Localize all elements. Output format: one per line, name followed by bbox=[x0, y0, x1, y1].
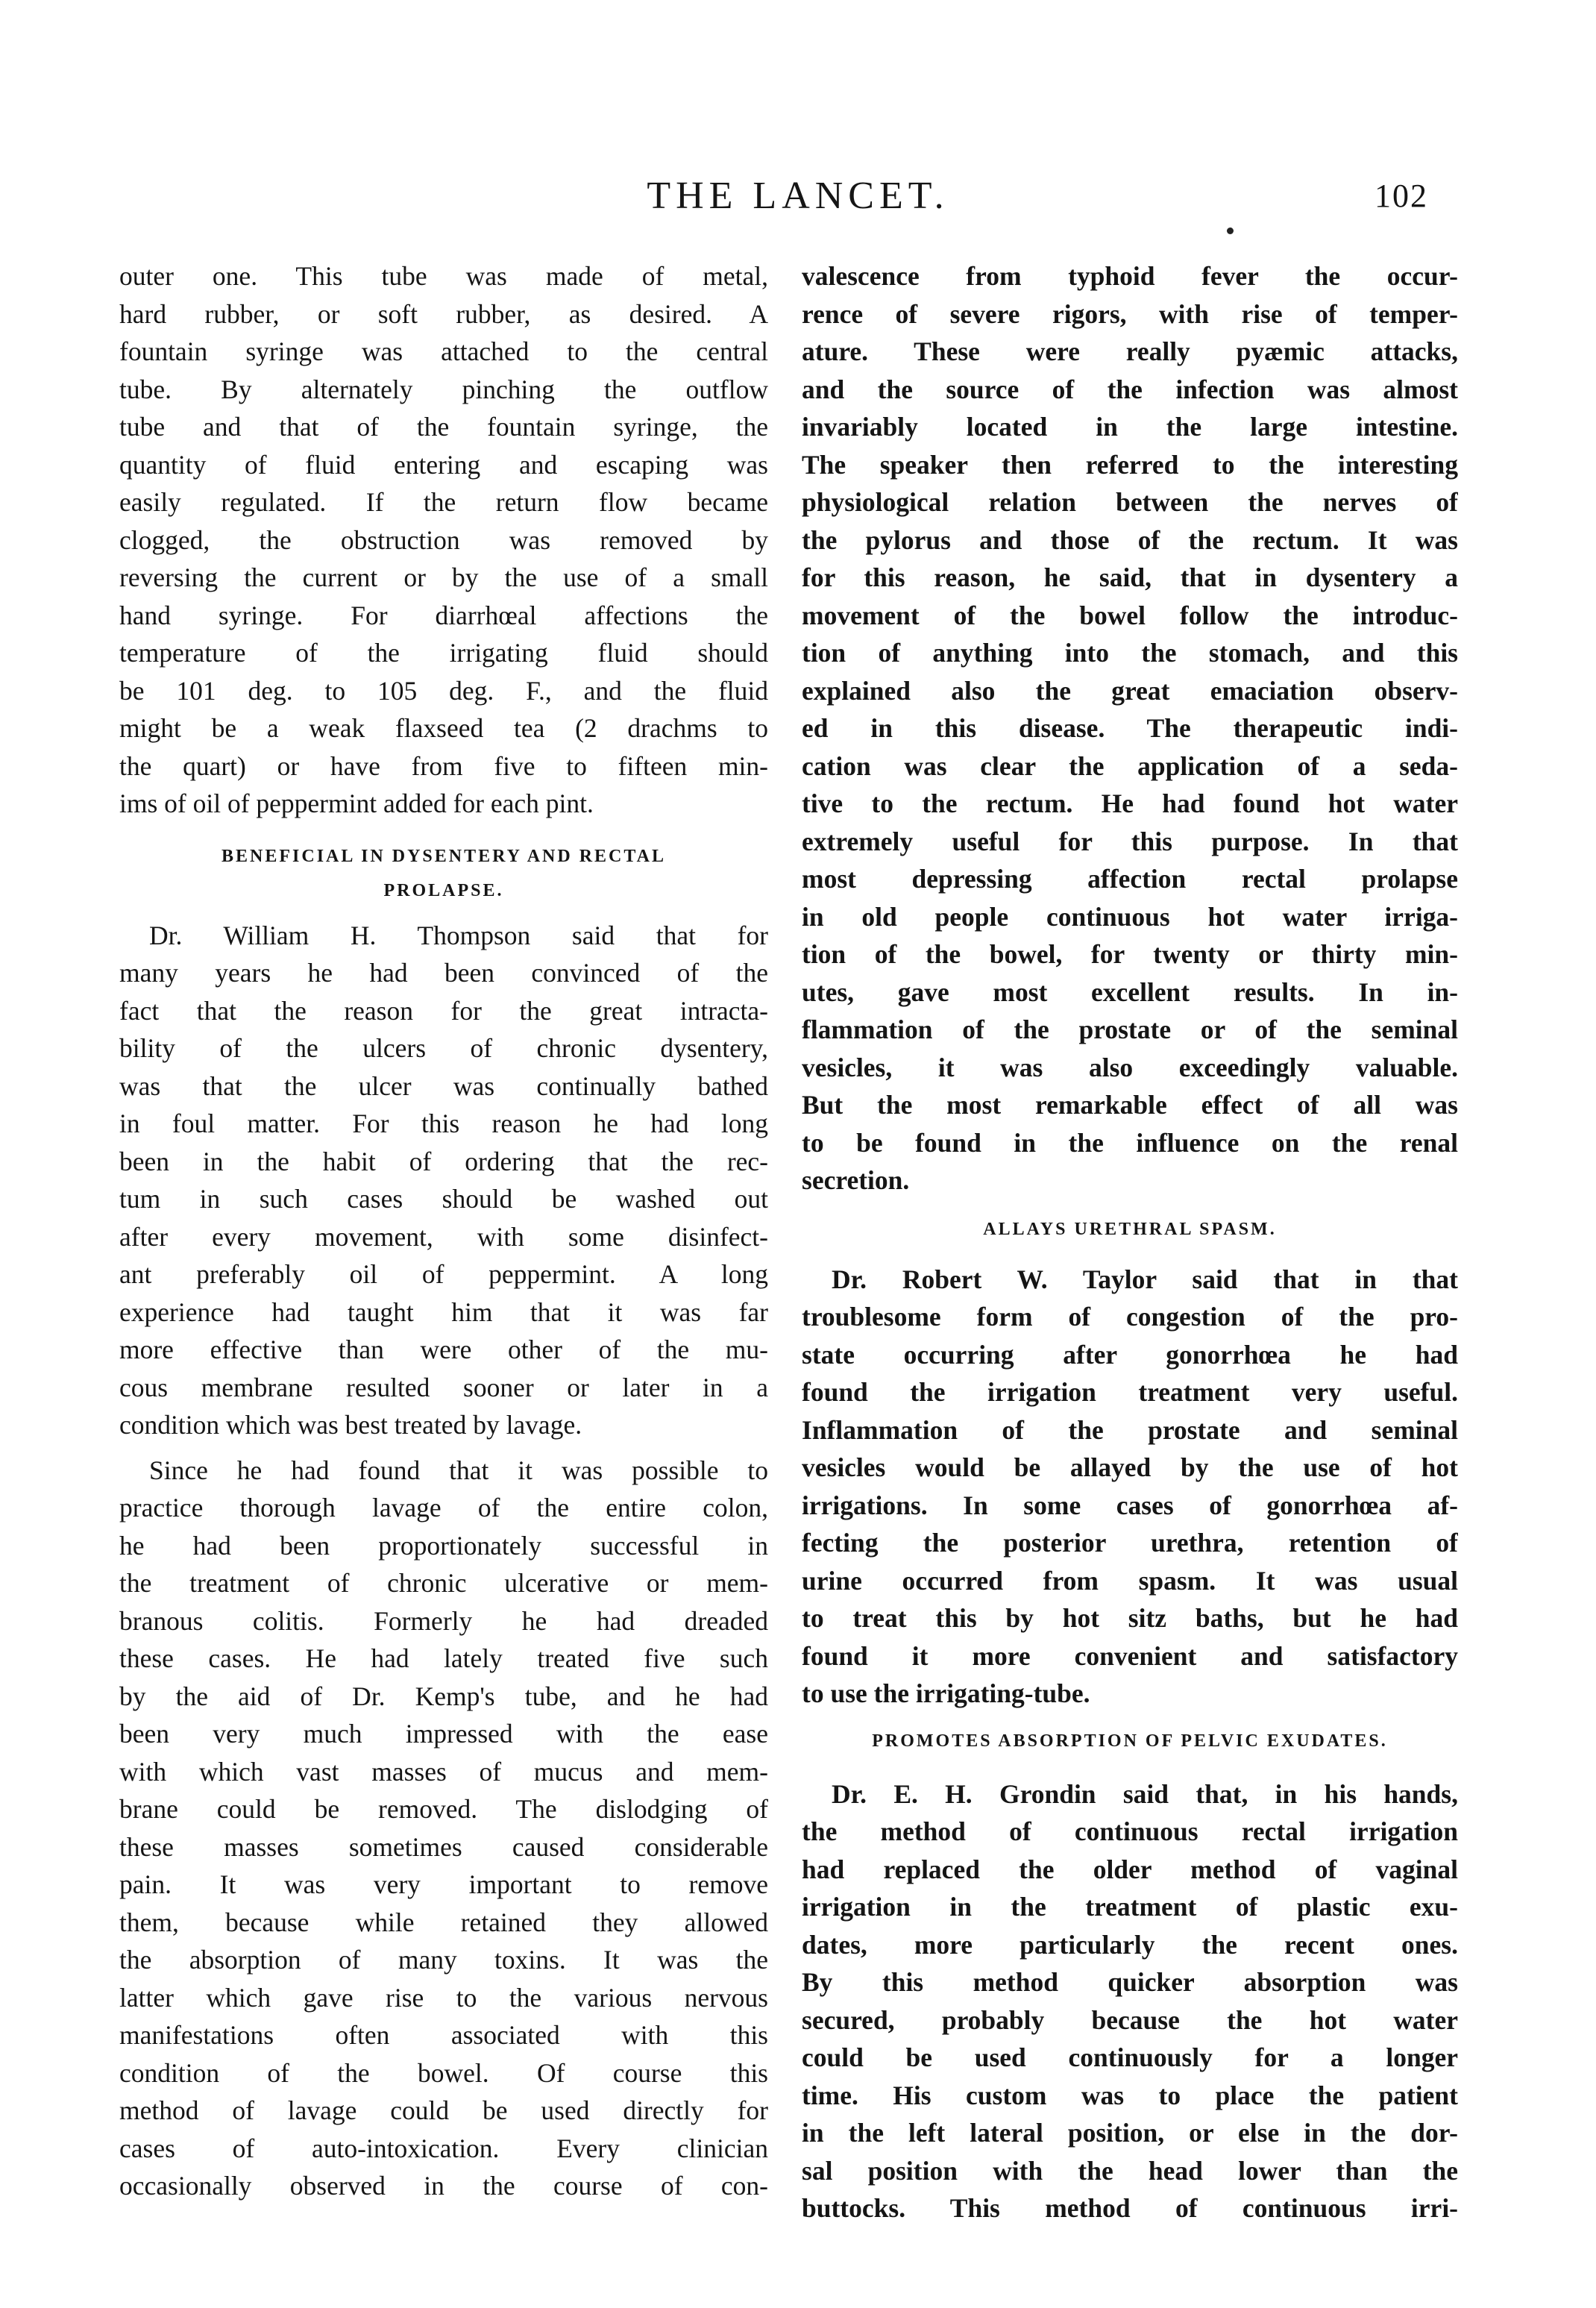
text-line: in foul matter. For this reason he had long bbox=[119, 1108, 768, 1138]
text-line: reversing the current or by the use of a small bbox=[119, 562, 768, 592]
text-line: to use the irrigating-tube. bbox=[802, 1678, 1090, 1708]
text-line: dates, more particularly the recent ones. bbox=[802, 1929, 1458, 1960]
text-line: fact that the reason for the great intracta- bbox=[119, 995, 768, 1026]
text-line: bility of the ulcers of chronic dysentery, bbox=[119, 1033, 768, 1063]
section-heading-urethral: ALLAYS URETHRAL SPASM. bbox=[983, 1219, 1277, 1239]
text-line: troublesome form of congestion of the pro- bbox=[802, 1302, 1458, 1332]
text-line: might be a weak flaxseed tea (2 drachms to bbox=[119, 713, 768, 743]
text-line: these masses sometimes caused considerable bbox=[119, 1831, 768, 1862]
text-line: fountain syringe was attached to the central bbox=[119, 336, 768, 366]
text-line: tube and that of the fountain syringe, the bbox=[119, 412, 768, 442]
text-line: ims of oil of peppermint added for each pint. bbox=[119, 788, 594, 818]
text-line: by the aid of Dr. Kemp's tube, and he had bbox=[119, 1681, 768, 1711]
text-line: extremely useful for this purpose. In that bbox=[802, 826, 1458, 856]
text-line: been in the habit of ordering that the rec- bbox=[119, 1146, 768, 1176]
text-line: cases of auto-intoxication. Every clinician bbox=[119, 2133, 768, 2163]
text-line: hard rubber, or soft rubber, as desired. A bbox=[119, 298, 768, 329]
text-line: cation was clear the application of a seda- bbox=[802, 750, 1458, 781]
text-line: Inflammation of the prostate and seminal bbox=[802, 1414, 1458, 1445]
text-line: latter which gave rise to the various nervous bbox=[119, 1982, 768, 2013]
text-line: clogged, the obstruction was removed by bbox=[119, 524, 768, 555]
left-paragraph-3 bbox=[119, 1452, 768, 2205]
text-line: tion of the bowel, for twenty or thirty min- bbox=[802, 939, 1458, 969]
text-line: brane could be removed. The dislodging of bbox=[119, 1794, 768, 1824]
text-line: pain. It was very important to remove bbox=[119, 1869, 768, 1899]
left-column bbox=[119, 257, 768, 2205]
text-line: vesicles would be allayed by the use of hot bbox=[802, 1452, 1458, 1482]
text-line: easily regulated. If the return flow became bbox=[119, 487, 768, 517]
text-line: secured, probably because the hot water bbox=[802, 2004, 1458, 2035]
section-heading-dysentery: BENEFICIAL IN DYSENTERY AND RECTAL bbox=[222, 846, 666, 866]
text-line: ed in this disease. The therapeutic indi- bbox=[802, 713, 1458, 743]
text-line: to be found in the influence on the renal bbox=[802, 1127, 1458, 1158]
right-paragraph-2 bbox=[802, 1261, 1458, 1713]
text-line: and the source of the infection was almost bbox=[802, 374, 1458, 404]
text-line: buttocks. This method of continuous irri- bbox=[802, 2193, 1458, 2223]
text-line: could be used continuously for a longer bbox=[802, 2042, 1458, 2072]
text-line: quantity of fluid entering and escaping was bbox=[119, 449, 768, 480]
text-line: explained also the great emaciation observ- bbox=[802, 675, 1458, 706]
section-heading-dysentery-cont: PROLAPSE. bbox=[383, 880, 504, 900]
text-line: temperature of the irrigating fluid should bbox=[119, 638, 768, 668]
journal-title: THE LANCET. bbox=[647, 175, 949, 217]
text-line: state occurring after gonorrhœa he had bbox=[802, 1339, 1458, 1370]
text-line: secretion. bbox=[802, 1165, 910, 1195]
text-line: physiological relation between the nerves of bbox=[802, 487, 1458, 517]
text-line: in old people continuous hot water irriga- bbox=[802, 901, 1458, 932]
text-line: after every movement, with some disinfect- bbox=[119, 1221, 768, 1252]
text-line: practice thorough lavage of the entire colon, bbox=[119, 1493, 768, 1523]
text-line: By this method quicker absorption was bbox=[802, 1967, 1458, 1997]
text-line: the method of continuous rectal irrigation bbox=[802, 1816, 1458, 1846]
text-line: hand syringe. For diarrhœal affections the bbox=[119, 600, 768, 630]
text-line: found it more convenient and satisfactory bbox=[802, 1640, 1458, 1671]
text-line: flammation of the prostate or of the seminal bbox=[802, 1015, 1458, 1044]
text-line: was that the ulcer was continually bathed bbox=[119, 1070, 768, 1101]
text-line: most depressing affection rectal prolapse bbox=[802, 864, 1458, 894]
text-line: be 101 deg. to 105 deg. F., and the fluid bbox=[119, 675, 768, 706]
text-line: to treat this by hot sitz baths, but he had bbox=[802, 1603, 1458, 1633]
text-line: been very much impressed with the ease bbox=[119, 1719, 768, 1749]
text-line: experience had taught him that it was far bbox=[119, 1296, 768, 1327]
text-line: But the most remarkable effect of all was bbox=[802, 1090, 1458, 1120]
text-line: Dr. E. H. Grondin said that, in his hands, bbox=[832, 1778, 1458, 1809]
text-line: the treatment of chronic ulcerative or mem- bbox=[119, 1568, 768, 1598]
text-line: valescence from typhoid fever the occur- bbox=[802, 261, 1458, 291]
text-line: rence of severe rigors, with rise of temper- bbox=[802, 298, 1458, 329]
text-line: sal position with the head lower than the bbox=[802, 2155, 1458, 2186]
text-line: had replaced the older method of vaginal bbox=[802, 1854, 1458, 1884]
text-line: found the irrigation treatment very useful. bbox=[802, 1377, 1458, 1407]
text-line: tum in such cases should be washed out bbox=[119, 1184, 768, 1214]
text-line: Since he had found that it was possible to bbox=[149, 1455, 768, 1485]
text-line: occasionally observed in the course of con- bbox=[119, 2171, 768, 2201]
text-line: vesicles, it was also exceedingly valuable. bbox=[802, 1052, 1458, 1082]
text-line: tion of anything into the stomach, and this bbox=[802, 638, 1458, 668]
text-line: manifestations often associated with this bbox=[119, 2020, 768, 2050]
text-line: in the left lateral position, or else in the dor- bbox=[802, 2118, 1458, 2148]
text-line: tive to the rectum. He had found hot water bbox=[802, 788, 1458, 818]
text-line: these cases. He had lately treated five such bbox=[119, 1643, 768, 1673]
print-speck bbox=[1227, 228, 1234, 234]
text-line: tube. By alternately pinching the outflow bbox=[119, 374, 768, 404]
left-paragraph-1 bbox=[119, 257, 768, 823]
right-paragraph-1 bbox=[802, 257, 1458, 1200]
text-line: many years he had been convinced of the bbox=[119, 958, 768, 988]
text-line: the pylorus and those of the rectum. It was bbox=[802, 524, 1458, 555]
text-line: the quart) or have from five to fifteen min- bbox=[119, 750, 768, 781]
text-line: ature. These were really pyæmic attacks, bbox=[802, 336, 1458, 366]
page-number: 102 bbox=[1374, 178, 1428, 214]
right-column bbox=[802, 257, 1458, 2227]
text-line: for this reason, he said, that in dysentery a bbox=[802, 562, 1458, 592]
text-line: movement of the bowel follow the introduc- bbox=[802, 600, 1458, 630]
text-line: urine occurred from spasm. It was usual bbox=[802, 1565, 1458, 1596]
text-line: he had been proportionately successful in bbox=[119, 1530, 768, 1561]
text-line: The speaker then referred to the interesting bbox=[802, 449, 1458, 480]
text-line: Dr. Robert W. Taylor said that in that bbox=[832, 1264, 1458, 1294]
text-line: the absorption of many toxins. It was the bbox=[119, 1945, 768, 1975]
text-line: invariably located in the large intestine. bbox=[802, 412, 1458, 442]
text-line: irrigation in the treatment of plastic exu- bbox=[802, 1892, 1458, 1922]
text-line: cous membrane resulted sooner or later in a bbox=[119, 1372, 768, 1402]
text-line: condition which was best treated by lavage. bbox=[119, 1410, 582, 1440]
text-line: with which vast masses of mucus and mem- bbox=[119, 1756, 768, 1787]
text-line: them, because while retained they allowed bbox=[119, 1907, 768, 1937]
left-paragraph-2 bbox=[119, 917, 768, 1444]
text-line: more effective than were other of the mu- bbox=[119, 1335, 768, 1364]
text-line: method of lavage could be used directly for bbox=[119, 2095, 768, 2125]
text-line: utes, gave most excellent results. In in- bbox=[802, 976, 1458, 1007]
text-line: time. His custom was to place the patient bbox=[802, 2080, 1458, 2110]
text-line: irrigations. In some cases of gonorrhœa af- bbox=[802, 1490, 1458, 1520]
text-line: condition of the bowel. Of course this bbox=[119, 2057, 768, 2088]
text-line: fecting the posterior urethra, retention of bbox=[802, 1528, 1458, 1558]
running-head bbox=[0, 170, 1596, 222]
text-line: branous colitis. Formerly he had dreaded bbox=[119, 1605, 768, 1636]
text-line: outer one. This tube was made of metal, bbox=[119, 261, 768, 291]
right-paragraph-3 bbox=[802, 1775, 1458, 2227]
text-line: Dr. William H. Thompson said that for bbox=[149, 920, 768, 950]
section-heading-pelvic: PROMOTES ABSORPTION OF PELVIC EXUDATES. bbox=[872, 1731, 1388, 1751]
text-line: ant preferably oil of peppermint. A long bbox=[119, 1259, 768, 1289]
